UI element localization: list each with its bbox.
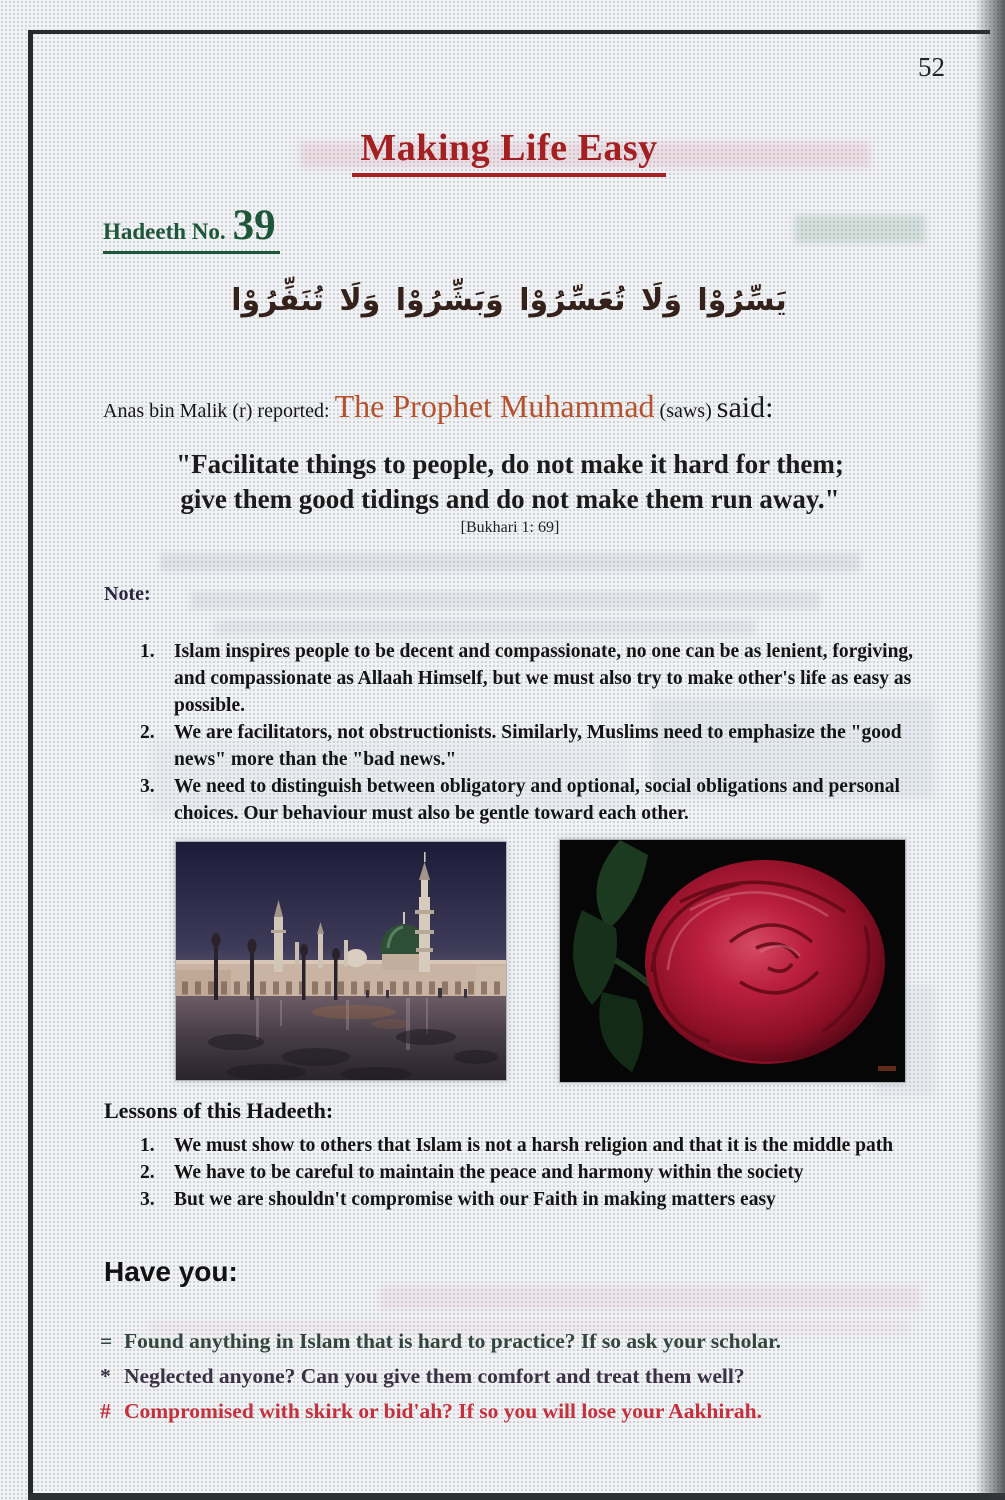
note-item [140, 773, 940, 827]
lesson-item [140, 1186, 950, 1213]
saws-text: (saws) [654, 400, 717, 422]
said-text: said: [716, 391, 774, 424]
lesson-item [140, 1132, 950, 1159]
question-line [100, 1394, 940, 1429]
note-item-text: Islam inspires people to be decent and compassionate, no one can be as lenient, forgiving, and compassionate as Allaah Himself, but we must also try to make other's life as easy as possible. [174, 641, 914, 716]
hadeeth-number: 39 [232, 202, 276, 249]
page-title: Making Life Easy [352, 126, 665, 177]
masjid-nabawi-photo [176, 842, 506, 1080]
reporter-text: Anas bin Malik (r) reported: [103, 400, 335, 422]
hadeeth-heading-inner [103, 204, 280, 254]
lesson-item [140, 1159, 950, 1186]
hadeeth-reference: [Bukhari 1: 69] [460, 519, 560, 536]
question-prefix: * [100, 1364, 111, 1388]
question-line [100, 1359, 940, 1394]
question-text: Compromised with skirk or bid'ah? If so you will lose your Aakhirah. [124, 1399, 762, 1423]
lessons-list [140, 1132, 950, 1213]
note-item-text: We need to distinguish between obligatory and optional, social obligations and personal choices. Our behaviour must also be gentle toward each other. [174, 776, 900, 824]
lesson-item-number: 1. [140, 1135, 155, 1156]
quote-line-2: give them good tidings and do not make them run away." [180, 484, 840, 514]
lessons-title: Lessons of this Hadeeth: [104, 1098, 334, 1123]
note-label: Note: [104, 583, 151, 605]
note-item-number: 1. [140, 641, 155, 662]
note-item [140, 719, 940, 773]
prophet-name: The Prophet Muhammad [334, 388, 655, 424]
lesson-item-number: 2. [140, 1162, 155, 1183]
note-list [140, 638, 940, 827]
title-row [33, 126, 985, 177]
rose-illustration [560, 840, 905, 1082]
arabic-row [33, 283, 985, 318]
attribution-line [103, 388, 943, 425]
hadeeth-translation [60, 447, 960, 537]
note-item [140, 638, 940, 719]
lesson-item-text: We have to be careful to maintain the peace and harmony within the society [174, 1162, 804, 1183]
lesson-item-number: 3. [140, 1189, 155, 1210]
note-item-text: We are facilitators, not obstructionists. Similarly, Muslims need to emphasize the "good news" more than the "bad news." [174, 722, 902, 770]
mosque-illustration [176, 842, 506, 1080]
hadeeth-heading [103, 204, 280, 254]
lesson-item-text: But we are shouldn't compromise with our Faith in making matters easy [174, 1189, 776, 1210]
hadeeth-arabic-text: يَسِّرُوْا وَلَا تُعَسِّرُوْا وَبَشِّرُوْا وَلَا تُنَفِّرُوْا [231, 283, 787, 318]
question-line [100, 1324, 940, 1359]
question-text: Neglected anyone? Can you give them comfort and treat them well? [124, 1364, 745, 1388]
question-prefix: = [100, 1329, 113, 1353]
have-you-questions [100, 1324, 940, 1429]
lesson-item-text: We must show to others that Islam is not a harsh religion and that it is the middle path [174, 1135, 894, 1156]
note-item-number: 3. [140, 776, 155, 797]
question-prefix: # [100, 1399, 111, 1423]
quote-line-1: "Facilitate things to people, do not make it hard for them; [176, 449, 844, 479]
question-text: Found anything in Islam that is hard to practice? If so ask your scholar. [124, 1329, 782, 1353]
page-number: 52 [918, 52, 945, 82]
red-rose-photo [560, 840, 905, 1082]
note-item-number: 2. [140, 722, 155, 743]
have-you-heading: Have you: [104, 1256, 238, 1287]
hadeeth-label: Hadeeth No. [103, 219, 226, 244]
